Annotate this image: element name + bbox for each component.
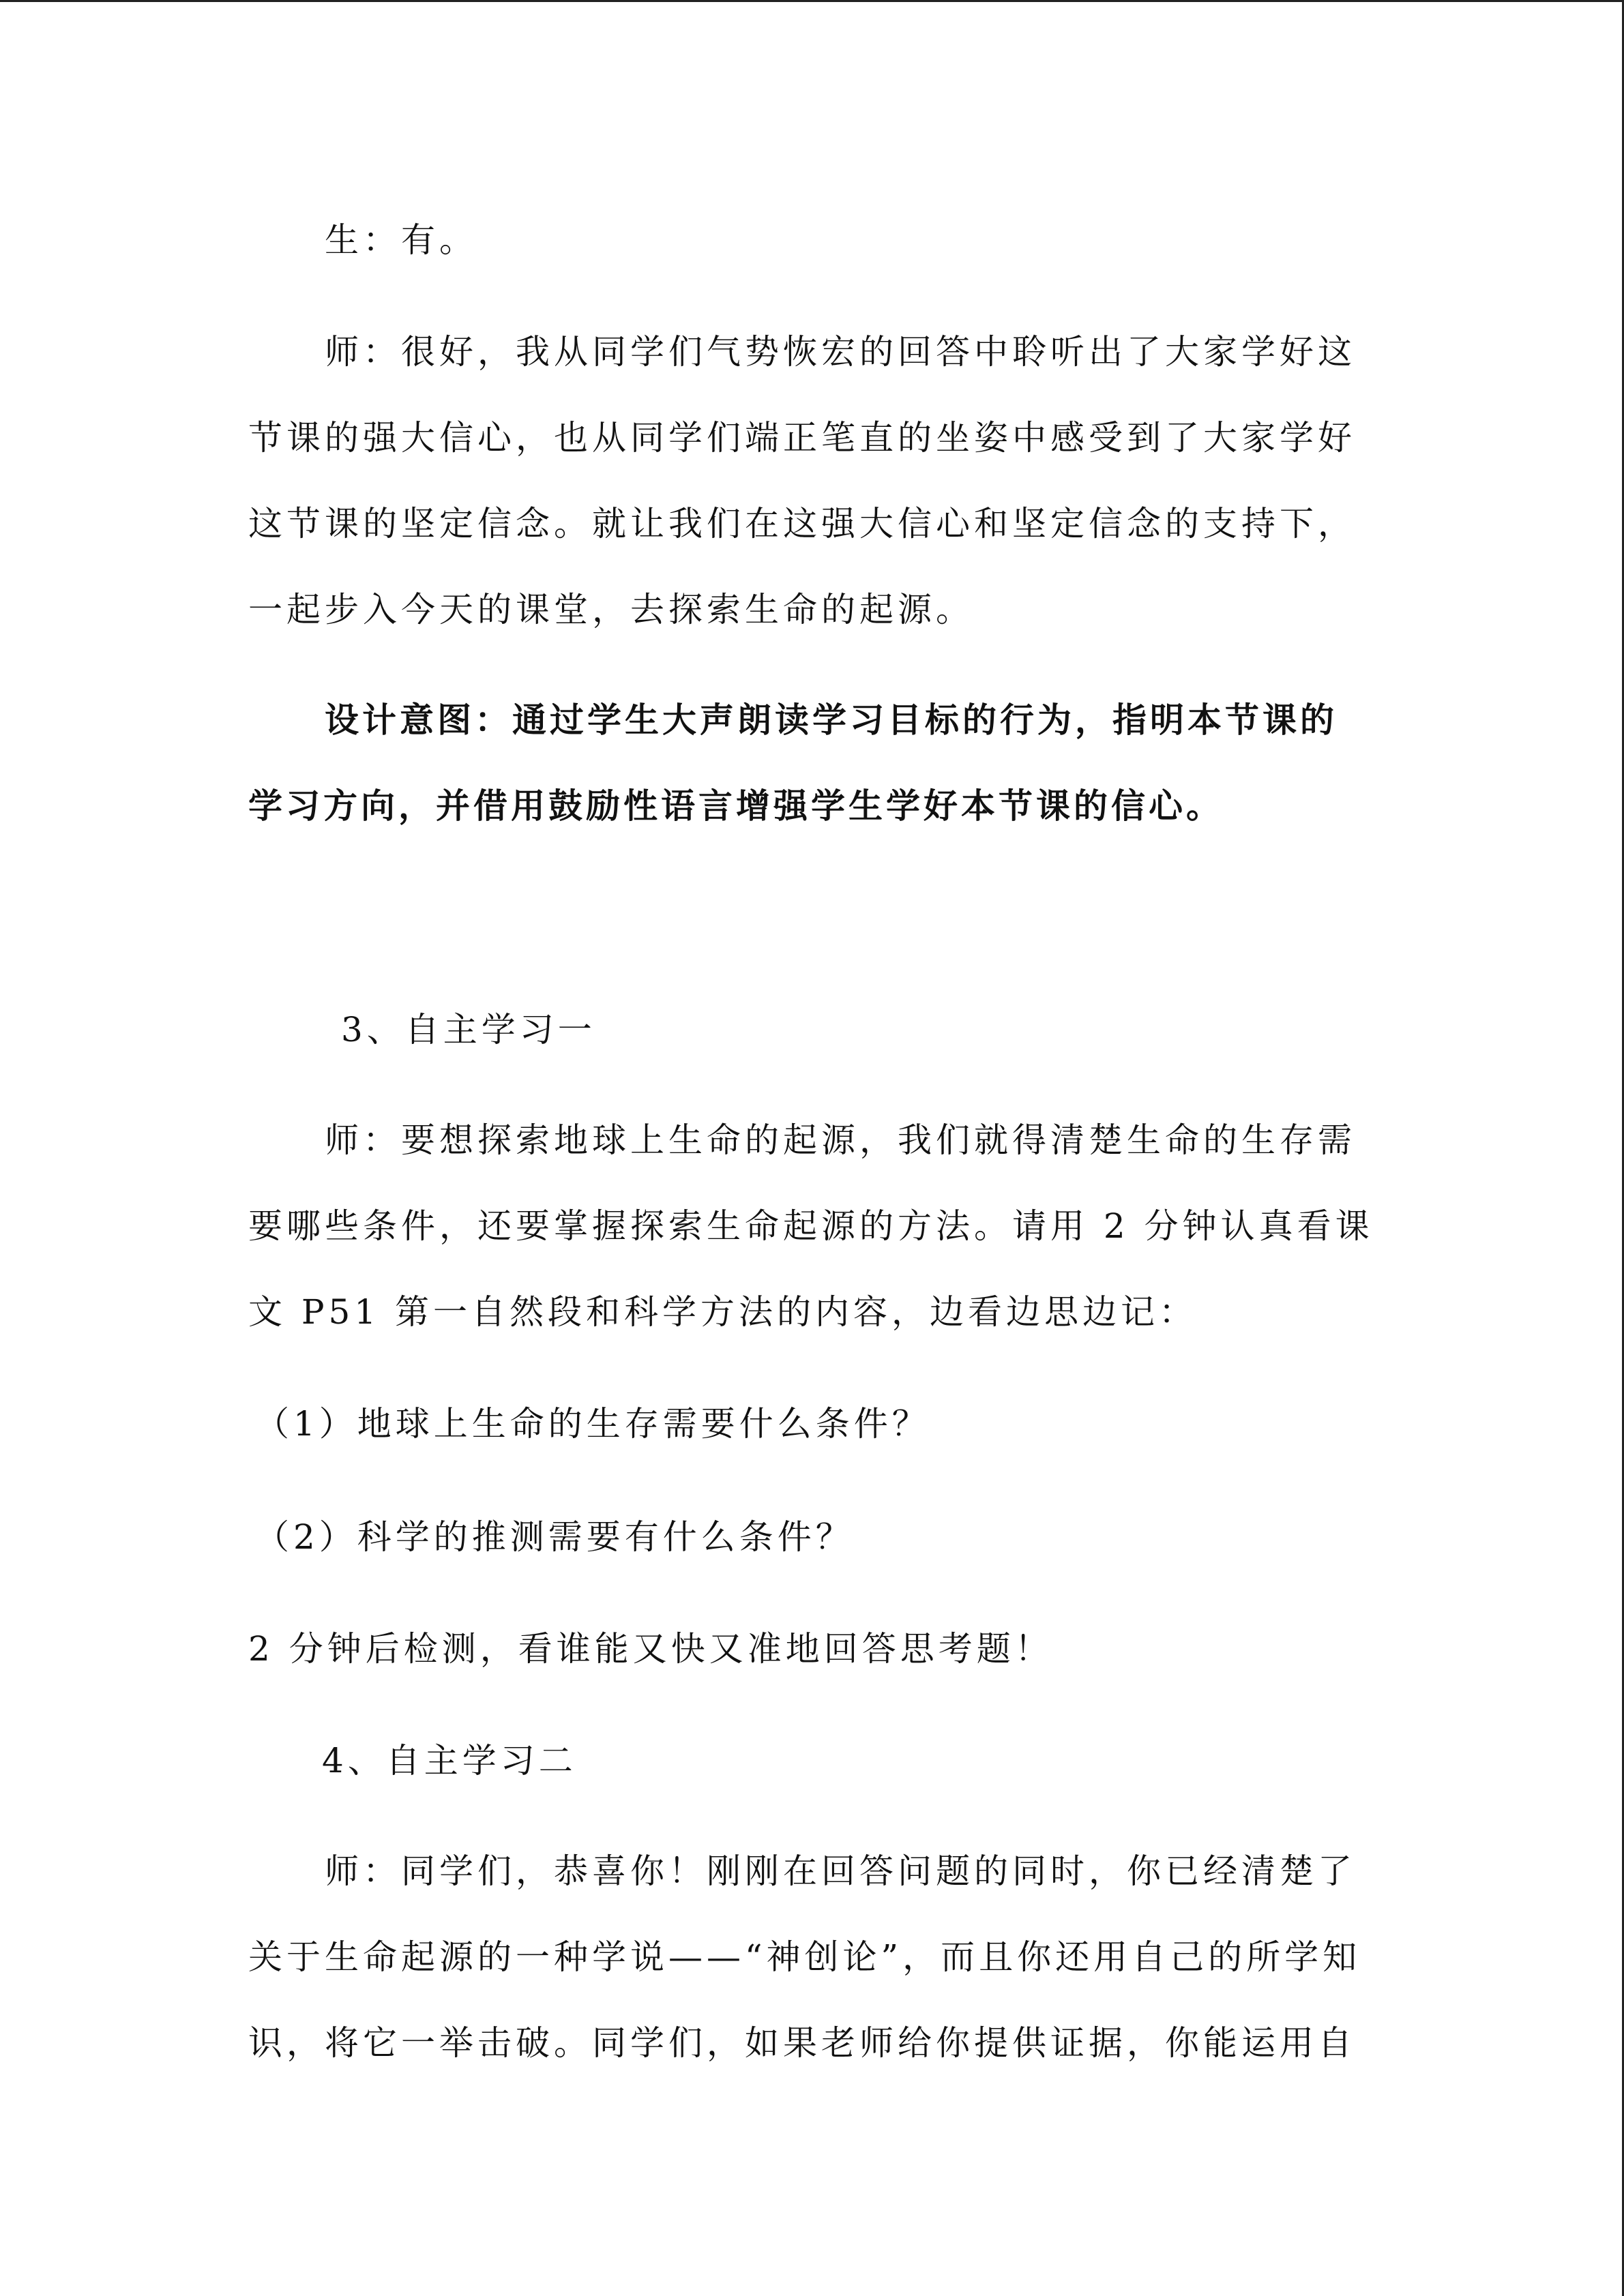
paragraph-line: 这节课的坚定信念。就让我们在这强大信心和坚定信念的支持下， — [248, 504, 1356, 543]
section-heading: 4、自主学习二 — [322, 1741, 577, 1780]
paragraph-line: 文 P51 第一自然段和科学方法的内容，边看边思边记： — [248, 1292, 1198, 1332]
paragraph-line: 2 分钟后检测，看谁能又快又准地回答思考题！ — [248, 1629, 1053, 1669]
paragraph-line: 要哪些条件，还要掌握探索生命起源的方法。请用 2 分钟认真看课 — [248, 1206, 1374, 1246]
paragraph-line: 识，将它一举击破。同学们，如果老师给你提供证据，你能运用自 — [248, 2023, 1356, 2063]
paragraph-line: 生：有。 — [325, 220, 477, 260]
page-border-top — [0, 0, 1624, 2]
question-item: （2）科学的推测需要有什么条件？ — [255, 1517, 854, 1557]
paragraph-line: 关于生命起源的一种学说——“神创论”，而且你还用自己的所学知 — [248, 1937, 1361, 1977]
paragraph-line: 师：很好，我从同学们气势恢宏的回答中聆听出了大家学好这 — [325, 332, 1356, 372]
question-item: （1）地球上生命的生存需要什么条件？ — [255, 1404, 930, 1444]
paragraph-line: 师：同学们，恭喜你！刚刚在回答问题的同时，你已经清楚了 — [325, 1851, 1356, 1891]
paragraph-line: 节课的强大信心，也从同学们端正笔直的坐姿中感受到了大家学好 — [248, 418, 1356, 458]
paragraph-line: 师：要想探索地球上生命的起源，我们就得清楚生命的生存需 — [325, 1120, 1356, 1160]
design-intent-line: 设计意图：通过学生大声朗读学习目标的行为，指明本节课的 — [325, 700, 1338, 740]
design-intent-line: 学习方向，并借用鼓励性语言增强学生学好本节课的信心。 — [248, 786, 1224, 826]
section-heading: 3、自主学习一 — [341, 1010, 596, 1049]
paragraph-line: 一起步入今天的课堂，去探索生命的起源。 — [248, 590, 974, 629]
